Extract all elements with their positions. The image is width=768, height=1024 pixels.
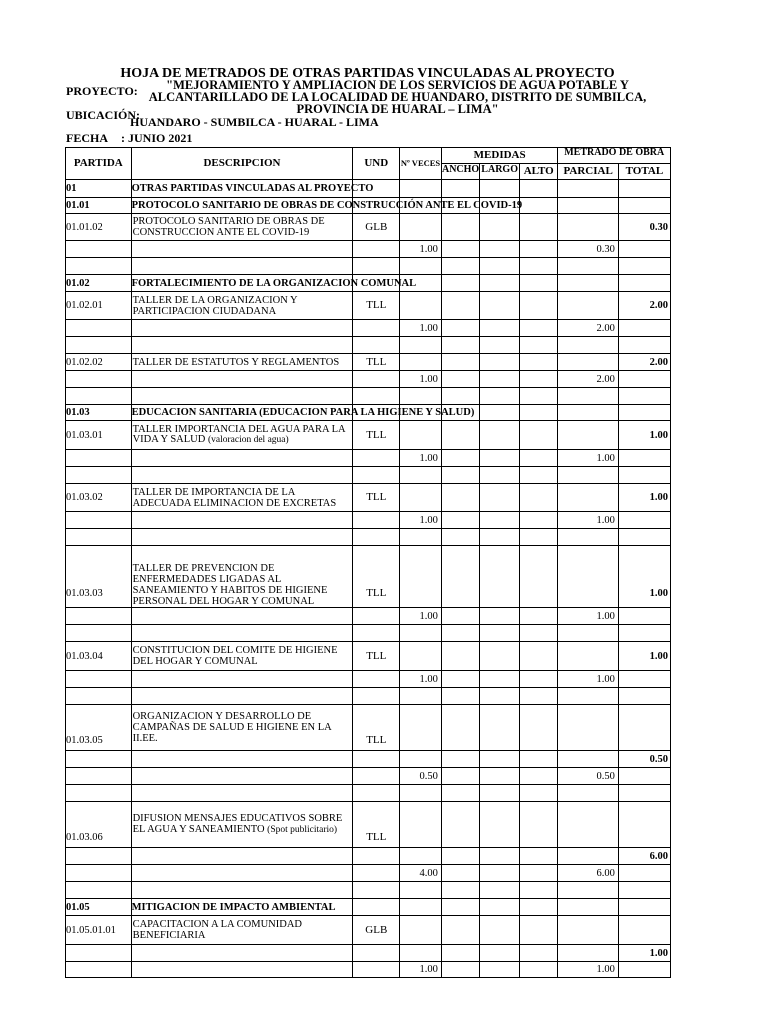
row-veces: 1.00 xyxy=(400,320,442,337)
table-row xyxy=(66,768,671,785)
row-veces: 1.00 xyxy=(400,450,442,467)
col-und: UND xyxy=(353,148,400,180)
table-row xyxy=(66,275,671,292)
page-title: HOJA DE METRADOS DE OTRAS PARTIDAS VINCULADAS AL PROYECTO xyxy=(120,66,615,81)
table-row xyxy=(66,671,671,688)
row-und: TLL xyxy=(353,705,400,751)
row-parcial: 2.00 xyxy=(558,320,618,337)
col-ancho: ANCHO xyxy=(441,164,480,180)
row-desc: CONSTITUCION DEL COMITE DE HIGIENE DEL HOGAR Y COMUNAL xyxy=(131,642,353,671)
col-metrado: METRADO DE OBRA xyxy=(558,148,671,164)
row-parcial: 1.00 xyxy=(558,450,618,467)
row-parcial: 0.30 xyxy=(558,241,618,258)
table-row xyxy=(66,865,671,882)
row-code: 01.03 xyxy=(66,405,132,421)
row-und: TLL xyxy=(353,642,400,671)
table-row xyxy=(66,751,671,768)
table-row xyxy=(66,484,671,512)
row-und: GLB xyxy=(353,214,400,241)
row-code: 01.01.02 xyxy=(66,214,132,241)
row-veces: 1.00 xyxy=(400,371,442,388)
fecha-label: FECHA xyxy=(66,131,108,145)
col-alto: ALTO xyxy=(519,164,558,180)
row-parcial: 2.00 xyxy=(558,371,618,388)
row-code: 01 xyxy=(66,180,132,198)
row-code: 01.01 xyxy=(66,198,132,214)
col-veces: Nº VECES xyxy=(400,148,442,180)
row-veces: 0.50 xyxy=(400,768,442,785)
row-und: TLL xyxy=(353,292,400,320)
row-desc: DIFUSION MENSAJES EDUCATIVOS SOBRE EL AGUA Y SANEAMIENTO (Spot publicitario) xyxy=(131,802,353,848)
table-row xyxy=(66,214,671,241)
col-descripcion: DESCRIPCION xyxy=(131,148,353,180)
row-veces: 1.00 xyxy=(400,241,442,258)
table-row xyxy=(66,354,671,371)
table-row xyxy=(66,180,671,198)
proyecto-label: PROYECTO: xyxy=(66,84,138,98)
row-code: 01.02 xyxy=(66,275,132,292)
row-desc: OTRAS PARTIDAS VINCULADAS AL PROYECTO xyxy=(131,180,353,198)
row-veces: 1.00 xyxy=(400,512,442,529)
row-desc: ORGANIZACION Y DESARROLLO DE CAMPAÑAS DE SALUD E HIGIENE EN LA II.EE. xyxy=(131,705,353,751)
row-code: 01.03.01 xyxy=(66,421,132,450)
table-row xyxy=(66,371,671,388)
row-veces: 1.00 xyxy=(400,671,442,688)
row-code: 01.02.01 xyxy=(66,292,132,320)
row-total: 0.30 xyxy=(618,214,670,241)
row-desc: TALLER DE ESTATUTOS Y REGLAMENTOS xyxy=(131,354,353,371)
table-row xyxy=(66,608,671,625)
row-total: 1.00 xyxy=(618,484,670,512)
row-desc: MITIGACION DE IMPACTO AMBIENTAL xyxy=(131,899,353,916)
table-row xyxy=(66,945,671,962)
row-parcial: 1.00 xyxy=(558,608,618,625)
row-veces: 1.00 xyxy=(400,962,442,978)
table-row xyxy=(66,546,671,608)
col-total: TOTAL xyxy=(618,164,670,180)
row-und: GLB xyxy=(353,916,400,945)
row-parcial: 1.00 xyxy=(558,512,618,529)
row-code: 01.03.02 xyxy=(66,484,132,512)
table-row xyxy=(66,292,671,320)
metrados-table xyxy=(65,147,671,978)
project-name: "MEJORAMIENTO Y AMPLIACION DE LOS SERVICIOS DE AGUA POTABLE Y ALCANTARILLADO DE LA LOCALIDAD DE HUANDARO, DISTRITO DE SUMBILCA, PROVINCIA DE HUARAL – LIMA" xyxy=(148,79,647,115)
col-medidas: MEDIDAS xyxy=(441,148,558,164)
row-code: 01.03.04 xyxy=(66,642,132,671)
table-row xyxy=(66,642,671,671)
table-row xyxy=(66,421,671,450)
row-desc: TALLER DE PREVENCION DE ENFERMEDADES LIGADAS AL SANEAMIENTO Y HABITOS DE HIGIENE PERSONAL DEL HOGAR Y COMUNAL xyxy=(131,546,353,608)
row-und: TLL xyxy=(353,484,400,512)
row-total: 2.00 xyxy=(618,292,670,320)
row-und: TLL xyxy=(353,546,400,608)
row-desc: PROTOCOLO SANITARIO DE OBRAS DE CONSTRUCCIÓN ANTE EL COVID-19 xyxy=(131,198,353,214)
fecha-value: : JUNIO 2021 xyxy=(121,131,193,145)
ubicacion-value: HUANDARO - SUMBILCA - HUARAL - LIMA xyxy=(130,115,379,129)
row-desc: CAPACITACION A LA COMUNIDAD BENEFICIARIA xyxy=(131,916,353,945)
row-desc: FORTALECIMIENTO DE LA ORGANIZACION COMUNAL xyxy=(131,275,353,292)
row-desc: EDUCACION SANITARIA (EDUCACION PARA LA HIGIENE Y SALUD) xyxy=(131,405,353,421)
row-code: 01.05.01.01 xyxy=(66,916,132,945)
row-parcial: 1.00 xyxy=(558,671,618,688)
row-code: 01.03.03 xyxy=(66,546,132,608)
row-und: TLL xyxy=(353,421,400,450)
col-parcial: PARCIAL xyxy=(558,164,618,180)
table-row xyxy=(66,802,671,848)
col-largo: LARGO xyxy=(480,164,520,180)
row-total: 6.00 xyxy=(618,848,670,865)
table-row xyxy=(66,899,671,916)
table-row xyxy=(66,848,671,865)
row-veces: 1.00 xyxy=(400,608,442,625)
row-code: 01.02.02 xyxy=(66,354,132,371)
table-row xyxy=(66,198,671,214)
row-total: 1.00 xyxy=(618,421,670,450)
table-row xyxy=(66,512,671,529)
row-total: 2.00 xyxy=(618,354,670,371)
row-und: TLL xyxy=(353,354,400,371)
col-partida: PARTIDA xyxy=(66,148,132,180)
table-row xyxy=(66,705,671,751)
ubicacion-label: UBICACIÓN: xyxy=(66,108,141,122)
table-row xyxy=(66,241,671,258)
row-desc: TALLER DE IMPORTANCIA DE LA ADECUADA ELIMINACION DE EXCRETAS xyxy=(131,484,353,512)
table-row xyxy=(66,962,671,978)
row-parcial: 0.50 xyxy=(558,768,618,785)
row-veces: 4.00 xyxy=(400,865,442,882)
row-total: 1.00 xyxy=(618,945,670,962)
row-parcial: 6.00 xyxy=(558,865,618,882)
row-desc: TALLER IMPORTANCIA DEL AGUA PARA LA VIDA Y SALUD (valoracion del agua) xyxy=(131,421,353,450)
row-parcial: 1.00 xyxy=(558,962,618,978)
row-total: 0.50 xyxy=(618,751,670,768)
table-row xyxy=(66,450,671,467)
row-desc: PROTOCOLO SANITARIO DE OBRAS DE CONSTRUCCION ANTE EL COVID-19 xyxy=(131,214,353,241)
row-total: 1.00 xyxy=(618,642,670,671)
table-row xyxy=(66,320,671,337)
row-code: 01.03.05 xyxy=(66,705,132,751)
row-und: TLL xyxy=(353,802,400,848)
row-desc: TALLER DE LA ORGANIZACION Y PARTICIPACION CIUDADANA xyxy=(131,292,353,320)
row-code: 01.05 xyxy=(66,899,132,916)
row-code: 01.03.06 xyxy=(66,802,132,848)
table-row xyxy=(66,405,671,421)
row-total: 1.00 xyxy=(618,546,670,608)
table-row xyxy=(66,916,671,945)
